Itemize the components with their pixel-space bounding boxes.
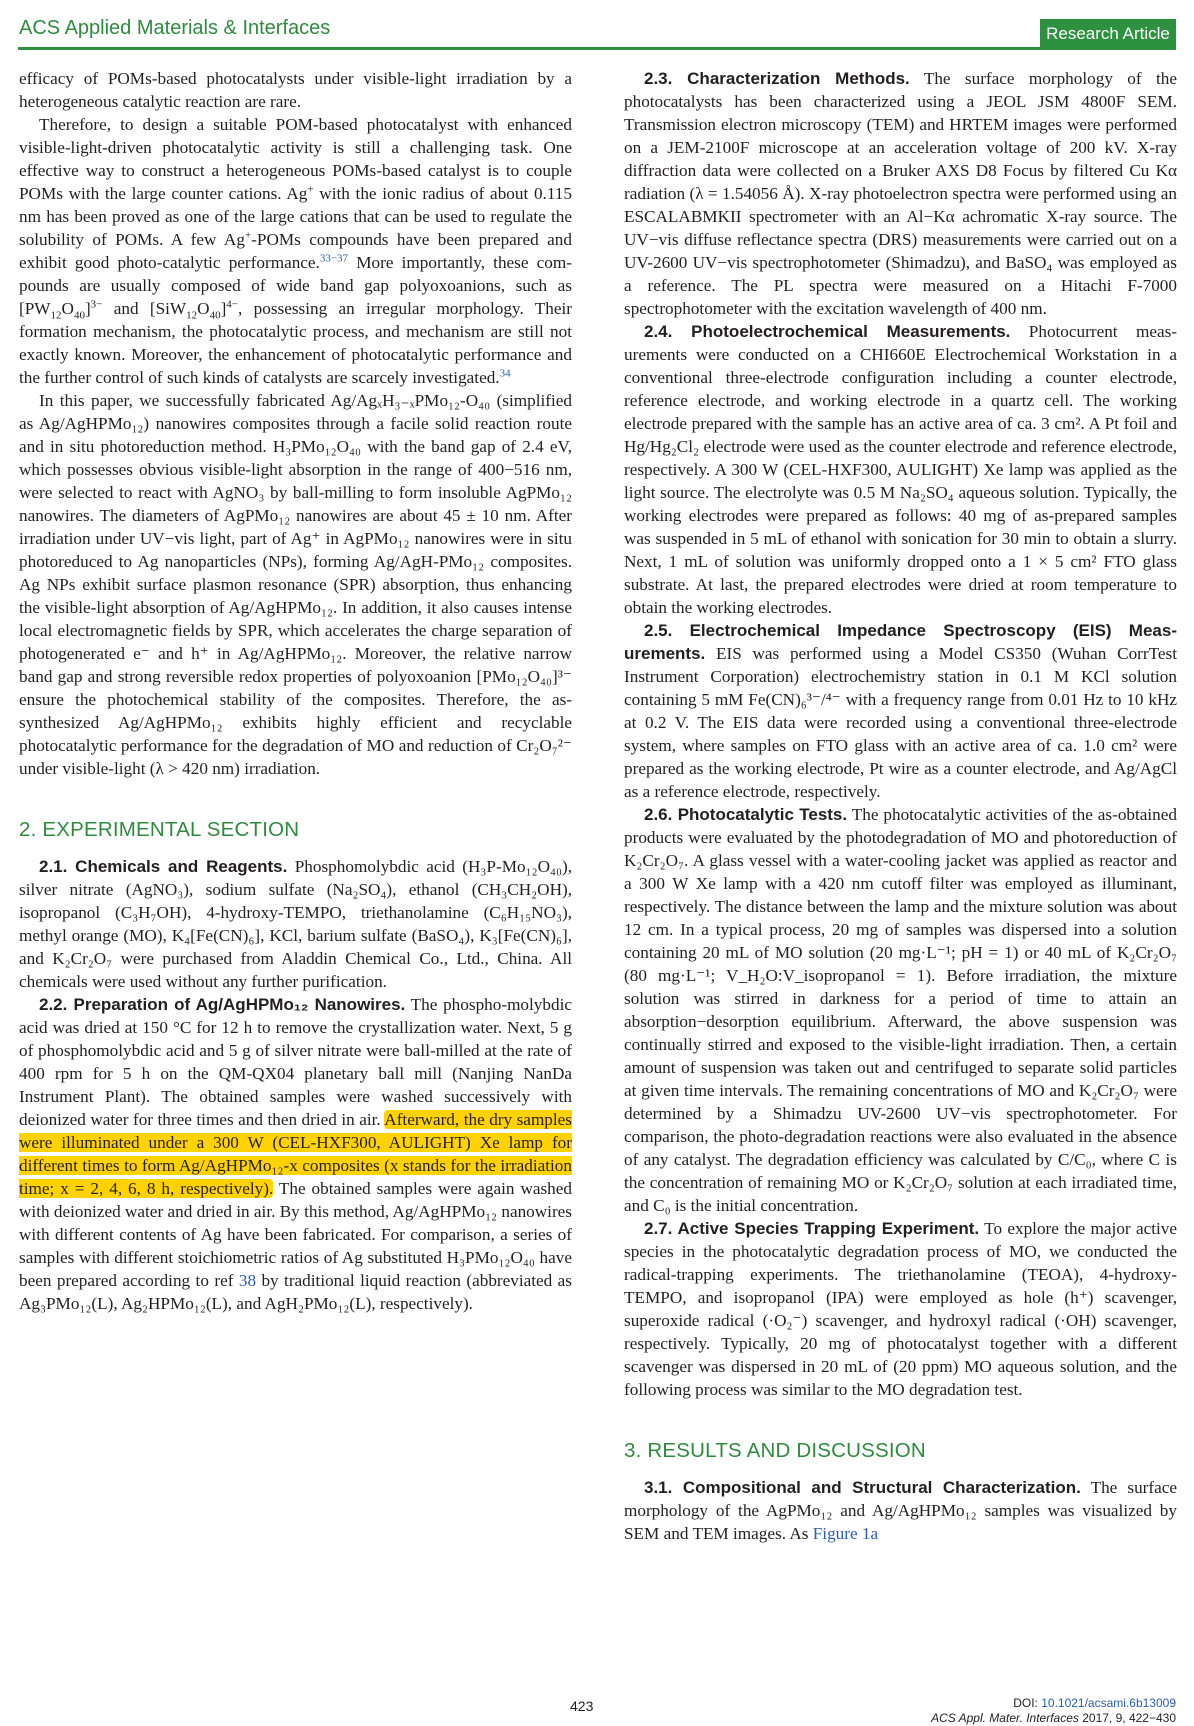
paragraph	[19, 993, 572, 1315]
text: Phosphomolybdic acid (H₃P-Mo₁₂O₄₀), silver nitrate (AgNO₃), sodium sulfate (Na₂SO₄), ethanol (CH₃CH₂OH), isopropanol (C₃H₇OH), 4-hydroxy-TEMPO, triethanolamine (C₆H₁₅NO₃), methyl orange (MO), K₄[Fe(CN)₆], KCl, barium sulfate (BaSO₄), K₃[Fe(CN)₆], and K₂Cr₂O₇ were purchased from Aladdin Chemical Co., Ltd., China. All chemicals were used without any further purification.	[19, 857, 572, 991]
footer-citation	[931, 1696, 1176, 1726]
subsection-heading: 2.3. Characterization Methods.	[644, 69, 910, 88]
subsection-heading: 2.5. Electrochemical Impedance Spectroscopy (EIS) Meas-urements.	[624, 621, 1177, 663]
doi-link[interactable]: 10.1021/acsami.6b13009	[1041, 1696, 1176, 1710]
doi-label: DOI:	[1013, 1696, 1042, 1710]
right-column	[624, 67, 1177, 1545]
text: -POMs compounds have been prepared and exhibit good photo-catalytic performance.	[19, 230, 572, 272]
paragraph: efficacy of POMs-based photocatalysts under visible-light irradiation by a heterogeneous catalytic reaction are rare.	[19, 69, 572, 111]
text: O	[61, 299, 74, 318]
subsection-heading: 2.6. Photocatalytic Tests.	[644, 805, 848, 824]
citation-journal: ACS Appl. Mater. Interfaces	[931, 1711, 1079, 1725]
text: Photocurrent meas-urements were conducted on a CHI660E Electrochemical Workstation in a conventional three-electrode configuration including a counter electrode, reference electrode, and working electrode in a quartz cell. The working electrode prepared with the sample has an active area of ca. 3 cm². A Pt foil and Hg/Hg₂Cl₂ electrode were used as the counter electrode and reference electrode, respectively. A 300 W (CEL-HXF300, AULIGHT) Xe lamp was applied as the light source. The electrolyte was 0.5 M Na₂SO₄ aqueous solution. Typically, the working electrodes were prepared as follows: 40 mg of as-prepared samples was suspended in 5 mL of ethanol with sonication for 30 min to obtain a slurry. Next, 1 mL of solution was uniformly dropped onto a 1 × 5 cm² FTO glass substrate. At last, the prepared electrodes were dried at room temperature to obtain the working electrodes.	[624, 322, 1177, 617]
reference-link[interactable]: 38	[238, 1271, 257, 1290]
article-type-badge: Research Article	[1040, 19, 1176, 49]
section-heading: 2. EXPERIMENTAL SECTION	[19, 818, 300, 841]
text: by traditional liquid reaction (abbreviated as Ag₃PMo₁₂(L), Ag₂HPMo₁₂(L), and AgH₂PMo₁₂(L), respectively).	[19, 1271, 572, 1313]
citation-details: 2017, 9, 422−430	[1078, 1711, 1176, 1725]
paragraph	[19, 855, 572, 993]
subsection-heading: 3.1. Compositional and Structural Characterization.	[644, 1478, 1081, 1497]
page-number: 423	[570, 1698, 594, 1714]
text: Therefore, to design a suitable POM-based photocatalyst with enhanced visible-light-driven photocatalytic activity is still a challenging task. One effective way to construct a heterogeneous POMs-based catalyst is to couple POMs with the large counter cations. Ag	[19, 115, 572, 203]
citation-link[interactable]: 34	[499, 367, 511, 380]
section-heading: 3. RESULTS AND DISCUSSION	[624, 1439, 926, 1462]
paragraph	[624, 1476, 1177, 1545]
paragraph	[624, 619, 1177, 803]
subsection-heading: 2.7. Active Species Trapping Experiment.	[644, 1219, 980, 1238]
paragraph	[624, 320, 1177, 619]
header-divider	[18, 47, 1176, 50]
text: The surface morphology of the AgPMo₁₂ and Ag/AgHPMo₁₂ samples was visualized by SEM and TEM images. As	[624, 1478, 1177, 1543]
subsection-heading: 2.4. Photoelectrochemical Measurements.	[644, 322, 1011, 341]
figure-link[interactable]: Figure 1a	[812, 1524, 879, 1543]
text: O	[197, 299, 210, 318]
text: ]	[220, 299, 227, 318]
text: and [SiW	[102, 299, 187, 318]
highlighted-text: Afterward, the dry samples were illuminated under a 300 W (CEL-HXF300, AULIGHT) Xe lamp for different times to form Ag/AgHPMo₁₂-x composites (x stands for the irradiation time; x = 2, 4, 6, 8 h, respectively).	[19, 1110, 572, 1198]
text: The phospho-molybdic acid was dried at 150 °C for 12 h to remove the crystallization water. Next, 5 g of phosphomolybdic acid and 5 g of silver nitrate were ball-milled at the rate of 400 rpm for 5 h on the QM-QX04 planetary ball mill (Nanjing NanDa Instrument Plant). The obtained samples were washed successively with deionized water for three times and then dried in air.	[19, 995, 572, 1129]
subsection-heading: 2.1. Chemicals and Reagents.	[39, 857, 288, 876]
subsection-heading: 2.2. Preparation of Ag/AgHPMo₁₂ Nanowires.	[39, 995, 406, 1014]
text: More importantly, these com-pounds are usually composed of wide band gap polyoxoanions, such as [PW	[19, 253, 572, 318]
text: To explore the major active species in the photocatalytic degradation process of MO, we conducted the radical-trapping experiments. The triethanolamine (TEOA), 4-hydroxy-TEMPO, and isopropanol (IPA) were employed as hole (h⁺) scavenger, superoxide radical (·O₂⁻) scavenger, and hydroxyl radical (·OH) scavenger, respectively. Typically, 20 mg of photocatalyst together with a different scavenger was dispersed in 20 mL of (20 ppm) MO aqueous solution, and the following process was similar to the MO degradation test.	[624, 1219, 1177, 1399]
journal-title: ACS Applied Materials & Interfaces	[19, 17, 331, 39]
paragraph	[624, 67, 1177, 320]
paragraph	[624, 803, 1177, 1217]
paragraph: In this paper, we successfully fabricated Ag/AgₓH₃₋ₓPMo₁₂-O₄₀ (simplified as Ag/AgHPMo₁₂) nanowires composites through a facile solid reaction route and in situ photoreduction method. H₃PMo₁₂O₄₀ with the band gap of 2.4 eV, which possesses obvious visible-light absorption in the range of 400−516 nm, were selected to react with AgNO₃ by ball-milling to form insoluble AgPMo₁₂ nanowires. The diameters of AgPMo₁₂ nanowires are about 45 ± 10 nm. After irradiation under UV−vis light, part of Ag⁺ in AgPMo₁₂ nanowires were in situ photoreduced to Ag nanoparticles (NPs), forming Ag/AgH-PMo₁₂ composites. Ag NPs exhibit surface plasmon resonance (SPR) absorption, thus enhancing the visible-light absorption of Ag/AgHPMo₁₂. In addition, it also causes intense local electromagnetic fields by SPR, which accelerates the charge separation of photogenerated e⁻ and h⁺ in Ag/AgHPMo₁₂. Moreover, the relative narrow band gap and strong reversible redox properties of polyoxoanion [PMo₁₂O₄₀]³⁻ ensure the photochemical stability of the composites. Therefore, the as-synthesized Ag/AgHPMo₁₂ exhibits highly efficient and recyclable photocatalytic performance for the degradation of MO and reduction of Cr₂O₇²⁻ under visible-light (λ > 420 nm) irradiation.	[19, 391, 572, 778]
text: with the ionic radius of about 0.115 nm has been proved as one of the large cations that can be used to regulate the solubility of POMs. A few Ag	[19, 184, 572, 249]
paragraph	[624, 1217, 1177, 1401]
text: The photocatalytic activities of the as-obtained products were evaluated by the photodegradation of MO and photoreduction of K₂Cr₂O₇. A glass vessel with a water-cooling jacket was applied as reactor and a 300 W Xe lamp with a 420 nm cutoff filter was employed as illuminant, respectively. The distance between the lamp and the mixture solution was about 12 cm. In a typical process, 20 mg of samples was dispersed into a solution containing 20 mL of MO solution (20 mg·L⁻¹; pH = 1) or 40 mL of K₂Cr₂O₇ (80 mg·L⁻¹; V_H₂O:V_isopropanol = 1). Before irradiation, the mixture solution was stirred in darkness for a period of time to attain an absorption−desorption equilibrium. Afterward, the above suspension was continually stirred and exposed to the visible-light irradiation. Then, a certain amount of suspension was taken out and centrifuged to separate solid particles at given time intervals. The remaining concentrations of MO and K₂Cr₂O₇ were determined by a Shimadzu UV-2600 UV−vis spectrophotometer. For comparison, the photo-degradation reactions were also evaluated in the absence of any catalyst. The degradation efficiency was calculated by C/C₀, where C is the concentration of remaining MO or K₂Cr₂O₇ solution at each irradiated time, and C₀ is the initial concentration.	[624, 805, 1177, 1215]
citation-link[interactable]: 33−37	[319, 252, 349, 265]
text: The surface morphology of the photocatalysts has been characterized using a JEOL JSM 4800F SEM. Transmission electron microscopy (TEM) and HRTEM images were performed on a JEM-2100F microscope at an acceleration voltage of 200 kV. X-ray diffraction data were collected on a Bruker AXS D8 Focus by filtered Cu Kα radiation (λ = 1.54056 Å). X-ray photoelectron spectra were performed using an ESCALABMKII spectrometer with an Al−Kα achromatic X-ray source. The UV−vis diffuse reflectance spectra (DRS) measurements were carried out on a UV-2600 UV−vis spectrophotometer (Shimadzu), and BaSO₄ was employed as a reference. The PL spectra were measured on a Hitachi F-7000 spectrophotometer with the excitation wavelength of 400 nm.	[624, 69, 1177, 318]
text: ]	[84, 299, 91, 318]
paragraph: Therefore, to design a suitable POM-based photocatalyst with enhanced visible-light-driven photocatalytic activity is still a challenging task. One effective way to construct a heterogeneous POMs-based catalyst is to couple POMs with the large counter cations. Ag+ with the ionic radius of about 0.115 nm has been proved as one of the large cations that can be used to regulate the solubility of POMs. A few Ag+-POMs compounds have been prepared and exhibit good photo-catalytic performance.$^{33-37}$ More importantly, these com-pounds are usually composed of wide band gap polyoxoanions, such as $[PW_{12}O_{40}]^{3-}$ and $[SiW_{12}O_{40}]^{4-}$, possessing an irregular morphology. Their formation mechanism, the photocatalytic process, and mechanism are still not exactly known. Moreover, the enhancement of photocatalytic performance and the further control of such kinds of catalysts are scarcely investigated.$^{34}$	[19, 115, 572, 387]
text: , possessing an irregular morphology. Their formation mechanism, the photocatalytic process, and mechanism are still not exactly known. Moreover, the enhancement of photocatalytic performance and the further control of such kinds of catalysts are scarcely investigated.	[19, 299, 572, 387]
text: The obtained samples were again washed with deionized water and dried in air. By this method, Ag/AgHPMo₁₂ nanowires with different contents of Ag have been fabricated. For comparison, a series of samples with different stoichiometric ratios of Ag substituted H₃PMo₁₂O₄₀ have been prepared according to ref	[19, 1179, 572, 1290]
left-column	[19, 67, 572, 1315]
text: EIS was performed using a Model CS350 (Wuhan CorrTest Instrument Corporation) electrochemistry station in 0.1 M KCl solution containing 5 mM Fe(CN)₆³⁻/⁴⁻ with a frequency range from 0.01 Hz to 10 kHz at 0.2 V. The EIS data were recorded using a conventional three-electrode system, where samples on FTO glass with an active area of ca. 1.0 cm² were prepared as the working electrode, Pt wire as a counter electrode, and Ag/AgCl as a reference electrode, respectively.	[624, 644, 1177, 801]
